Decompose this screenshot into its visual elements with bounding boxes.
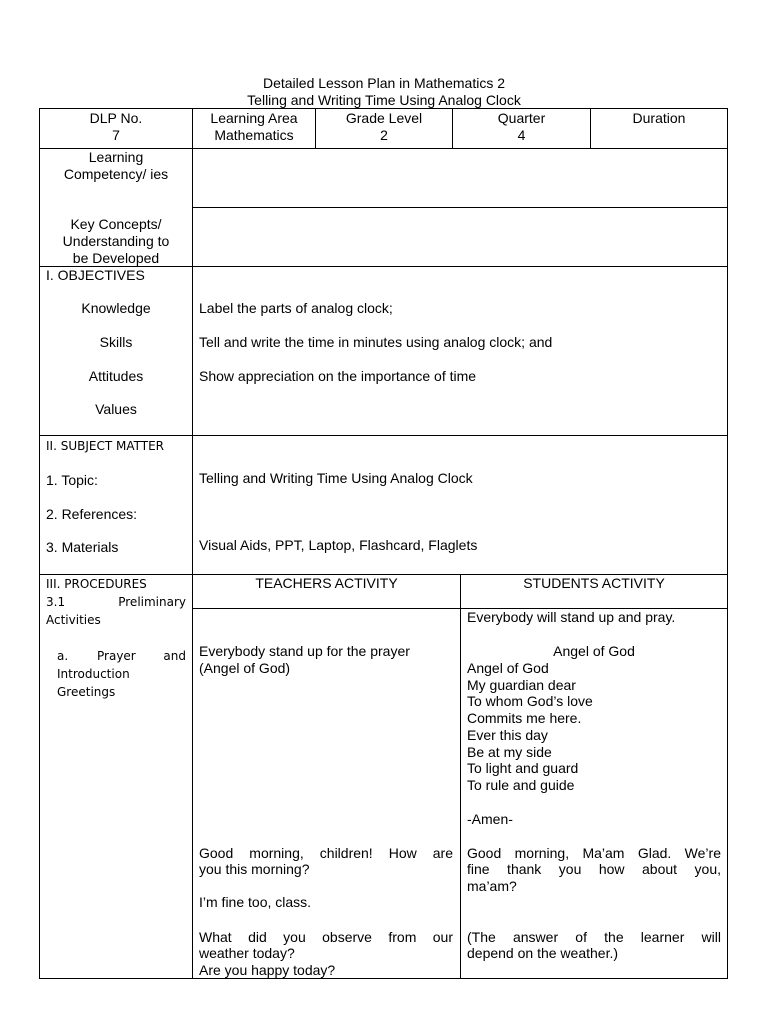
teacher-fine-line: I’m fine too, class. bbox=[199, 894, 312, 910]
student-amen: -Amen- bbox=[467, 811, 513, 827]
row-divider bbox=[39, 435, 728, 436]
student-reply-line: Good morning, Ma’am Glad. We’re bbox=[467, 845, 721, 861]
learning-area-label: Learning Area bbox=[210, 110, 298, 126]
prayer-line: Angel of God bbox=[467, 660, 549, 676]
key-concepts-label: Key Concepts/ bbox=[70, 216, 162, 232]
item-a-greetings: Greetings bbox=[57, 685, 116, 699]
table-border-top bbox=[39, 108, 728, 109]
materials-value: Visual Aids, PPT, Laptop, Flashcard, Flaglets bbox=[199, 537, 478, 553]
grade-level-label: Grade Level bbox=[345, 110, 423, 126]
teacher-greeting-line: Good morning, children! How are bbox=[199, 845, 453, 861]
prayer-line: Ever this day bbox=[467, 727, 548, 743]
column-divider bbox=[192, 108, 193, 979]
prayer-line: My guardian dear bbox=[467, 677, 576, 693]
attitudes-label: Attitudes bbox=[88, 368, 144, 384]
student-stand-line: Everybody will stand up and pray. bbox=[467, 609, 676, 625]
student-reply-line: ma’am? bbox=[467, 878, 517, 894]
prayer-line: To rule and guide bbox=[467, 777, 575, 793]
teachers-activity-header: TEACHERS ACTIVITY bbox=[255, 575, 398, 591]
student-reply-line: fine thank you how about you, bbox=[467, 861, 721, 877]
document-title: Detailed Lesson Plan in Mathematics 2 bbox=[262, 75, 506, 91]
prayer-line: To whom God’s love bbox=[467, 693, 593, 709]
competency-label: Competency/ ies bbox=[63, 166, 169, 182]
table-border-bottom bbox=[39, 978, 728, 979]
knowledge-label: Knowledge bbox=[81, 300, 151, 316]
procedures-heading: III. PROCEDURES bbox=[46, 577, 147, 591]
references-label: 2. References: bbox=[46, 506, 138, 522]
student-answer-line: (The answer of the learner will bbox=[467, 929, 721, 945]
skills-label: Skills bbox=[99, 334, 133, 350]
dlp-value: 7 bbox=[112, 127, 120, 143]
quarter-label: Quarter bbox=[497, 110, 546, 126]
skills-text: Tell and write the time in minutes using analog clock; and bbox=[199, 334, 553, 350]
materials-label: 3. Materials bbox=[46, 539, 119, 555]
prayer-line: Commits me here. bbox=[467, 710, 582, 726]
teacher-greeting-line: you this morning? bbox=[199, 861, 310, 877]
preliminary-label-line2: Activities bbox=[46, 613, 101, 627]
item-a-and: and bbox=[163, 649, 186, 663]
student-answer-line: depend on the weather.) bbox=[467, 945, 619, 961]
competency-label: Learning bbox=[88, 149, 144, 165]
dlp-label: DLP No. bbox=[89, 110, 143, 126]
topic-value: Telling and Writing Time Using Analog Clock bbox=[199, 470, 473, 486]
item-a-marker: a. bbox=[57, 649, 69, 663]
prayer-line: Be at my side bbox=[467, 744, 552, 760]
grade-level-value: 2 bbox=[380, 127, 388, 143]
table-border-right bbox=[727, 108, 728, 979]
teacher-prayer-line: (Angel of God) bbox=[199, 660, 291, 676]
teacher-weather-line: What did you observe from our bbox=[199, 929, 453, 945]
document-subtitle: Telling and Writing Time Using Analog Clock bbox=[247, 92, 521, 108]
teacher-prayer-line: Everybody stand up for the prayer bbox=[199, 643, 410, 659]
column-divider bbox=[460, 574, 461, 979]
item-a-prayer: Prayer bbox=[97, 649, 136, 663]
knowledge-text: Label the parts of analog clock; bbox=[199, 300, 393, 316]
student-prayer-title: Angel of God bbox=[553, 643, 635, 659]
students-activity-header: STUDENTS ACTIVITY bbox=[523, 575, 665, 591]
quarter-value: 4 bbox=[517, 127, 526, 143]
values-label: Values bbox=[95, 401, 137, 417]
preliminary-label: Preliminary bbox=[118, 595, 186, 609]
subject-matter-heading: II. SUBJECT MATTER bbox=[46, 439, 164, 453]
prayer-line: To light and guard bbox=[467, 760, 579, 776]
key-concepts-label: Understanding to bbox=[62, 233, 170, 249]
teacher-weather-line: weather today? bbox=[199, 945, 295, 961]
objectives-heading: I. OBJECTIVES bbox=[46, 267, 145, 283]
row-divider bbox=[192, 207, 728, 208]
preliminary-number: 3.1 bbox=[46, 595, 66, 609]
item-a-introduction: Introduction bbox=[57, 667, 130, 681]
attitudes-text: Show appreciation on the importance of time bbox=[199, 368, 477, 384]
duration-label: Duration bbox=[632, 110, 686, 126]
topic-label: 1. Topic: bbox=[46, 472, 98, 488]
key-concepts-label: be Developed bbox=[72, 250, 160, 266]
teacher-happy-line: Are you happy today? bbox=[199, 962, 336, 978]
learning-area-value: Mathematics bbox=[214, 127, 294, 143]
